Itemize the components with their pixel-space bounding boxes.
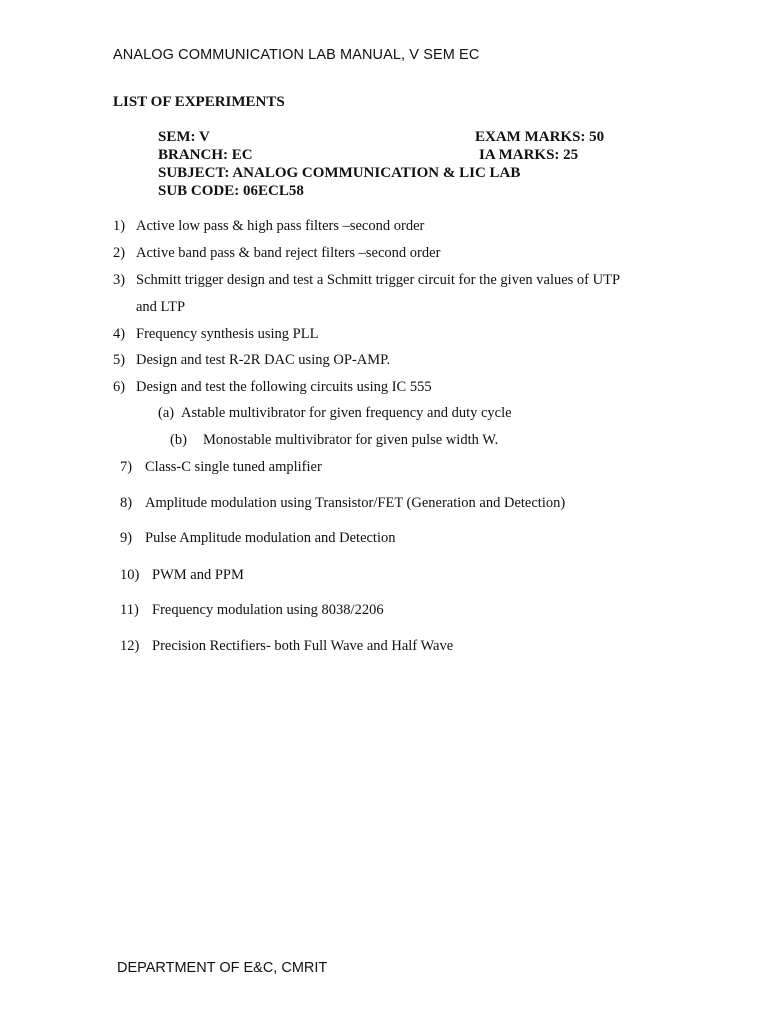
item-text: Frequency synthesis using PLL bbox=[136, 326, 319, 342]
page-header: ANALOG COMMUNICATION LAB MANUAL, V SEM EC bbox=[113, 47, 480, 63]
item-number: 5) bbox=[113, 352, 126, 368]
item-text: Amplitude modulation using Transistor/FET (Generation and Detection) bbox=[145, 495, 566, 511]
item-number: 10) bbox=[120, 567, 140, 583]
item-number: 11) bbox=[120, 602, 139, 618]
item-text: Class-C single tuned amplifier bbox=[145, 459, 322, 475]
item-text: Active band pass & band reject filters –second order bbox=[136, 245, 441, 261]
item-number: 9) bbox=[120, 530, 133, 546]
item-text: and LTP bbox=[136, 299, 186, 315]
item-number: 7) bbox=[120, 459, 133, 475]
item-number: 12) bbox=[120, 638, 140, 654]
item-number: 1) bbox=[113, 218, 126, 234]
sub-code-label: SUB CODE: 06ECL58 bbox=[158, 183, 304, 199]
item-text: Design and test R-2R DAC using OP-AMP. bbox=[136, 352, 391, 368]
branch-label: BRANCH: EC bbox=[158, 147, 253, 163]
ia-marks-label: IA MARKS: 25 bbox=[479, 147, 579, 163]
item-number: 6) bbox=[113, 379, 126, 395]
item-text: Frequency modulation using 8038/2206 bbox=[152, 602, 384, 618]
item-number: (b) bbox=[170, 432, 187, 448]
item-number: (a) bbox=[158, 405, 175, 421]
sem-label: SEM: V bbox=[158, 129, 210, 145]
item-text: Pulse Amplitude modulation and Detection bbox=[145, 530, 396, 546]
item-number: 4) bbox=[113, 326, 126, 342]
item-number: 8) bbox=[120, 495, 133, 511]
item-text: Design and test the following circuits using IC 555 bbox=[136, 379, 432, 395]
subject-label: SUBJECT: ANALOG COMMUNICATION & LIC LAB bbox=[158, 165, 521, 181]
page-footer: DEPARTMENT OF E&C, CMRIT bbox=[117, 960, 328, 976]
item-text: Precision Rectifiers- both Full Wave and Half Wave bbox=[152, 638, 454, 654]
item-text: Active low pass & high pass filters –second order bbox=[136, 218, 425, 234]
item-text: Monostable multivibrator for given pulse width W. bbox=[203, 432, 499, 448]
item-number: 3) bbox=[113, 272, 126, 288]
item-text: Astable multivibrator for given frequency and duty cycle bbox=[181, 405, 512, 421]
exam-marks-label: EXAM MARKS: 50 bbox=[475, 129, 605, 145]
item-text: Schmitt trigger design and test a Schmitt trigger circuit for the given values of UTP bbox=[136, 272, 621, 288]
item-text: PWM and PPM bbox=[152, 567, 244, 583]
list-title: LIST OF EXPERIMENTS bbox=[113, 94, 285, 110]
item-number: 2) bbox=[113, 245, 126, 261]
